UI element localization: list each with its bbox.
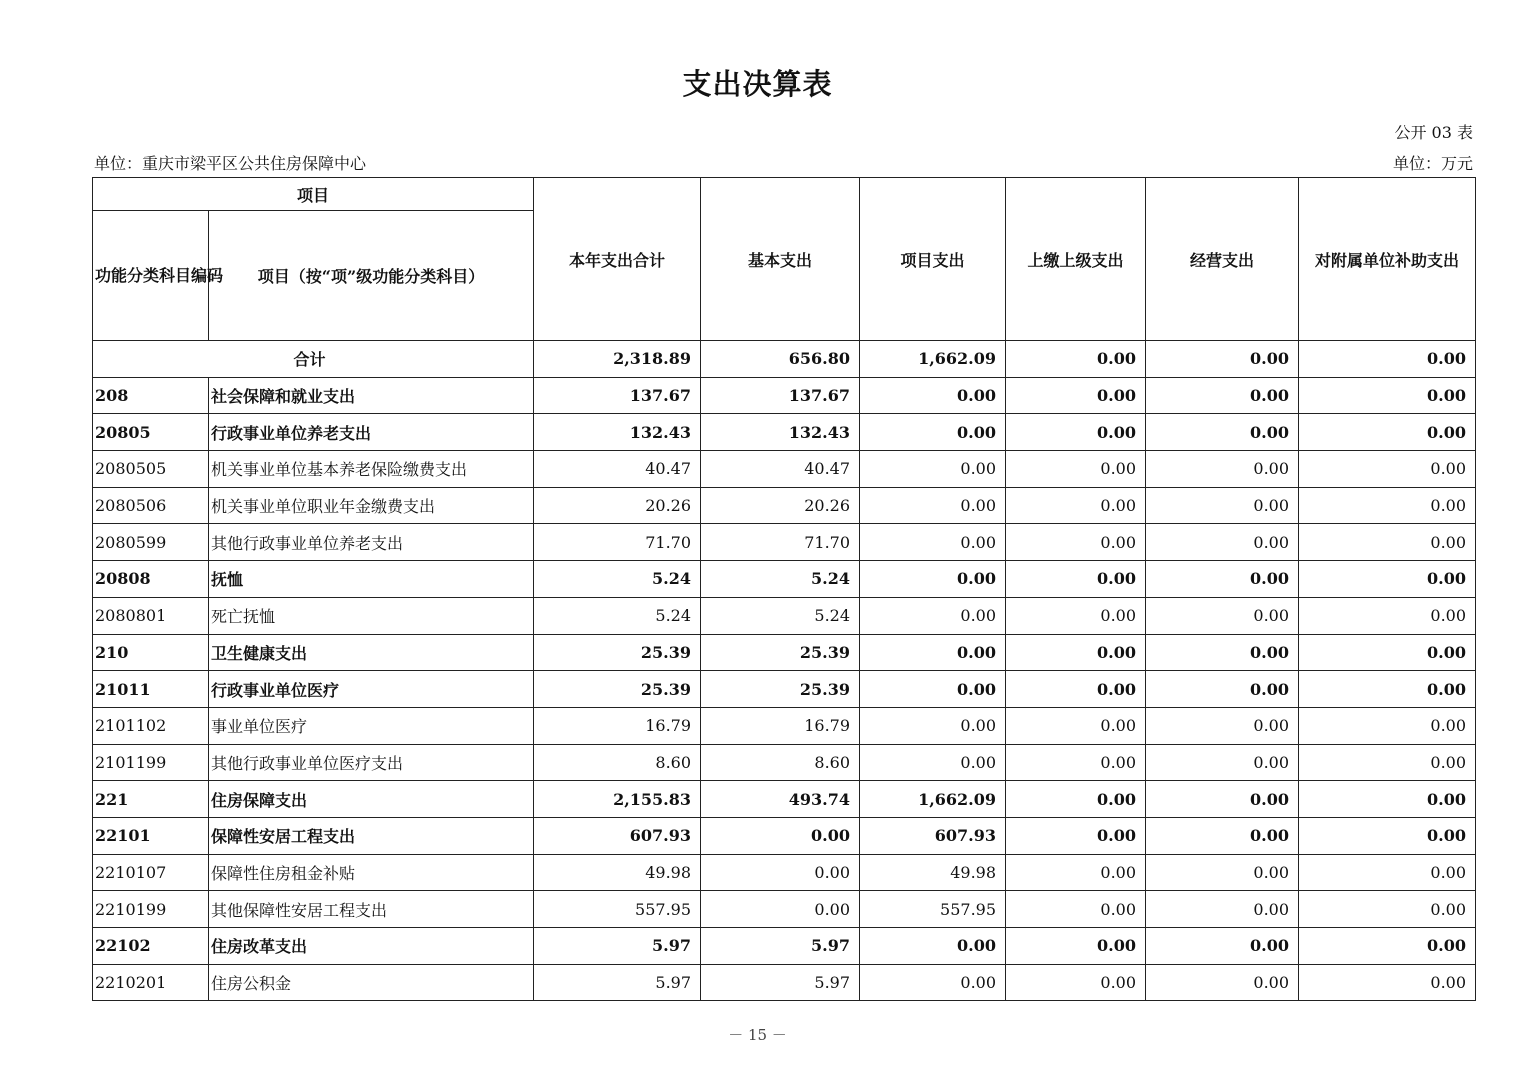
business-cell: 0.00 xyxy=(1146,524,1299,561)
business-cell: 0.00 xyxy=(1146,634,1299,671)
project-cell: 0.00 xyxy=(860,707,1006,744)
basic-cell: 5.24 xyxy=(701,561,860,598)
business-cell: 0.00 xyxy=(1146,671,1299,708)
name-cell: 死亡抚恤 xyxy=(209,597,534,634)
table-row xyxy=(93,634,1476,671)
table-row xyxy=(93,817,1476,854)
name-cell: 保障性安居工程支出 xyxy=(209,817,534,854)
subsidy-cell: 0.00 xyxy=(1299,928,1476,965)
expenditure-table xyxy=(92,177,1476,1001)
name-cell: 机关事业单位职业年金缴费支出 xyxy=(209,487,534,524)
total-cell: 2,155.83 xyxy=(534,781,701,818)
subsidy-cell: 0.00 xyxy=(1299,634,1476,671)
name-cell: 社会保障和就业支出 xyxy=(209,377,534,414)
total-cell: 16.79 xyxy=(534,707,701,744)
header-basic: 基本支出 xyxy=(701,178,860,341)
total-cell: 40.47 xyxy=(534,451,701,488)
header-code: 功能分类科目编码 xyxy=(93,211,209,341)
upper-cell: 0.00 xyxy=(1006,341,1146,378)
upper-cell: 0.00 xyxy=(1006,707,1146,744)
code-cell: 2210201 xyxy=(93,964,209,1001)
basic-cell: 0.00 xyxy=(701,817,860,854)
business-cell: 0.00 xyxy=(1146,781,1299,818)
basic-cell: 0.00 xyxy=(701,891,860,928)
business-cell: 0.00 xyxy=(1146,891,1299,928)
business-cell: 0.00 xyxy=(1146,451,1299,488)
total-cell: 132.43 xyxy=(534,414,701,451)
basic-cell: 0.00 xyxy=(701,854,860,891)
upper-cell: 0.00 xyxy=(1006,487,1146,524)
basic-cell: 25.39 xyxy=(701,634,860,671)
basic-cell: 8.60 xyxy=(701,744,860,781)
code-cell: 2080505 xyxy=(93,451,209,488)
basic-cell: 137.67 xyxy=(701,377,860,414)
total-cell: 25.39 xyxy=(534,634,701,671)
business-cell: 0.00 xyxy=(1146,817,1299,854)
name-cell: 机关事业单位基本养老保险缴费支出 xyxy=(209,451,534,488)
table-row xyxy=(93,377,1476,414)
code-cell: 2101102 xyxy=(93,707,209,744)
currency-unit-label: 单位：万元 xyxy=(1392,154,1473,173)
upper-cell: 0.00 xyxy=(1006,377,1146,414)
subsidy-cell: 0.00 xyxy=(1299,414,1476,451)
table-row xyxy=(93,891,1476,928)
subsidy-cell: 0.00 xyxy=(1299,964,1476,1001)
project-cell: 0.00 xyxy=(860,744,1006,781)
table-row xyxy=(93,487,1476,524)
total-cell: 49.98 xyxy=(534,854,701,891)
basic-cell: 16.79 xyxy=(701,707,860,744)
project-cell: 0.00 xyxy=(860,928,1006,965)
code-cell: 22102 xyxy=(93,928,209,965)
subsidy-cell: 0.00 xyxy=(1299,597,1476,634)
subsidy-cell: 0.00 xyxy=(1299,891,1476,928)
name-cell: 其他行政事业单位医疗支出 xyxy=(209,744,534,781)
business-cell: 0.00 xyxy=(1146,707,1299,744)
name-cell: 抚恤 xyxy=(209,561,534,598)
basic-cell: 656.80 xyxy=(701,341,860,378)
table-row xyxy=(93,744,1476,781)
business-cell: 0.00 xyxy=(1146,597,1299,634)
subsidy-cell: 0.00 xyxy=(1299,451,1476,488)
total-cell: 557.95 xyxy=(534,891,701,928)
table-row xyxy=(93,671,1476,708)
upper-cell: 0.00 xyxy=(1006,891,1146,928)
upper-cell: 0.00 xyxy=(1006,451,1146,488)
subsidy-cell: 0.00 xyxy=(1299,561,1476,598)
name-cell: 行政事业单位养老支出 xyxy=(209,414,534,451)
total-cell: 5.24 xyxy=(534,561,701,598)
table-row xyxy=(93,561,1476,598)
header-project-expense: 项目支出 xyxy=(860,178,1006,341)
code-cell: 210 xyxy=(93,634,209,671)
form-number: 公开 03 表 xyxy=(1394,123,1473,142)
basic-cell: 5.97 xyxy=(701,964,860,1001)
code-cell: 2101199 xyxy=(93,744,209,781)
code-cell: 2210199 xyxy=(93,891,209,928)
code-cell: 22101 xyxy=(93,817,209,854)
basic-cell: 40.47 xyxy=(701,451,860,488)
name-cell: 住房公积金 xyxy=(209,964,534,1001)
upper-cell: 0.00 xyxy=(1006,414,1146,451)
table-row xyxy=(93,597,1476,634)
table-row xyxy=(93,451,1476,488)
basic-cell: 5.97 xyxy=(701,928,860,965)
page-number: － 15 － xyxy=(728,1026,787,1044)
header-name: 项目（按“项”级功能分类科目） xyxy=(209,211,534,341)
table-row xyxy=(93,964,1476,1001)
upper-cell: 0.00 xyxy=(1006,817,1146,854)
header-project: 项目 xyxy=(93,178,534,211)
name-cell: 保障性住房租金补贴 xyxy=(209,854,534,891)
basic-cell: 132.43 xyxy=(701,414,860,451)
total-label: 合计 xyxy=(93,341,534,378)
subsidy-cell: 0.00 xyxy=(1299,707,1476,744)
project-cell: 0.00 xyxy=(860,964,1006,1001)
code-cell: 2080599 xyxy=(93,524,209,561)
upper-cell: 0.00 xyxy=(1006,561,1146,598)
upper-cell: 0.00 xyxy=(1006,524,1146,561)
table-row xyxy=(93,781,1476,818)
subsidy-cell: 0.00 xyxy=(1299,781,1476,818)
business-cell: 0.00 xyxy=(1146,964,1299,1001)
project-cell: 0.00 xyxy=(860,414,1006,451)
name-cell: 事业单位医疗 xyxy=(209,707,534,744)
upper-cell: 0.00 xyxy=(1006,634,1146,671)
name-cell: 行政事业单位医疗 xyxy=(209,671,534,708)
total-cell: 20.26 xyxy=(534,487,701,524)
project-cell: 0.00 xyxy=(860,451,1006,488)
header-upper: 上缴上级支出 xyxy=(1006,178,1146,341)
total-cell: 71.70 xyxy=(534,524,701,561)
total-cell: 5.97 xyxy=(534,928,701,965)
upper-cell: 0.00 xyxy=(1006,854,1146,891)
subsidy-cell: 0.00 xyxy=(1299,377,1476,414)
page-title: 支出决算表 xyxy=(682,67,833,101)
upper-cell: 0.00 xyxy=(1006,964,1146,1001)
project-cell: 0.00 xyxy=(860,524,1006,561)
business-cell: 0.00 xyxy=(1146,561,1299,598)
header-subsidy: 对附属单位补助支出 xyxy=(1299,178,1476,341)
business-cell: 0.00 xyxy=(1146,414,1299,451)
total-cell: 25.39 xyxy=(534,671,701,708)
name-cell: 其他行政事业单位养老支出 xyxy=(209,524,534,561)
total-cell: 2,318.89 xyxy=(534,341,701,378)
name-cell: 住房改革支出 xyxy=(209,928,534,965)
code-cell: 221 xyxy=(93,781,209,818)
unit-label: 单位：重庆市梁平区公共住房保障中心 xyxy=(94,154,367,173)
total-cell: 5.24 xyxy=(534,597,701,634)
project-cell: 557.95 xyxy=(860,891,1006,928)
basic-cell: 5.24 xyxy=(701,597,860,634)
project-cell: 1,662.09 xyxy=(860,341,1006,378)
table-row xyxy=(93,414,1476,451)
basic-cell: 71.70 xyxy=(701,524,860,561)
project-cell: 0.00 xyxy=(860,377,1006,414)
subsidy-cell: 0.00 xyxy=(1299,817,1476,854)
code-cell: 2210107 xyxy=(93,854,209,891)
business-cell: 0.00 xyxy=(1146,487,1299,524)
code-cell: 20808 xyxy=(93,561,209,598)
project-cell: 1,662.09 xyxy=(860,781,1006,818)
project-cell: 0.00 xyxy=(860,487,1006,524)
subsidy-cell: 0.00 xyxy=(1299,524,1476,561)
business-cell: 0.00 xyxy=(1146,341,1299,378)
code-cell: 20805 xyxy=(93,414,209,451)
subsidy-cell: 0.00 xyxy=(1299,341,1476,378)
total-cell: 5.97 xyxy=(534,964,701,1001)
name-cell: 住房保障支出 xyxy=(209,781,534,818)
table-row xyxy=(93,928,1476,965)
project-cell: 0.00 xyxy=(860,597,1006,634)
subsidy-cell: 0.00 xyxy=(1299,744,1476,781)
name-cell: 其他保障性安居工程支出 xyxy=(209,891,534,928)
total-cell: 137.67 xyxy=(534,377,701,414)
code-cell: 21011 xyxy=(93,671,209,708)
subsidy-cell: 0.00 xyxy=(1299,854,1476,891)
table-row xyxy=(93,854,1476,891)
header-total: 本年支出合计 xyxy=(534,178,701,341)
upper-cell: 0.00 xyxy=(1006,928,1146,965)
table-row xyxy=(93,707,1476,744)
upper-cell: 0.00 xyxy=(1006,744,1146,781)
upper-cell: 0.00 xyxy=(1006,671,1146,708)
project-cell: 49.98 xyxy=(860,854,1006,891)
code-cell: 2080801 xyxy=(93,597,209,634)
business-cell: 0.00 xyxy=(1146,744,1299,781)
project-cell: 0.00 xyxy=(860,634,1006,671)
business-cell: 0.00 xyxy=(1146,854,1299,891)
code-cell: 208 xyxy=(93,377,209,414)
basic-cell: 20.26 xyxy=(701,487,860,524)
subsidy-cell: 0.00 xyxy=(1299,487,1476,524)
total-cell: 8.60 xyxy=(534,744,701,781)
total-row xyxy=(93,341,1476,378)
name-cell: 卫生健康支出 xyxy=(209,634,534,671)
project-cell: 607.93 xyxy=(860,817,1006,854)
basic-cell: 25.39 xyxy=(701,671,860,708)
project-cell: 0.00 xyxy=(860,561,1006,598)
header-business: 经营支出 xyxy=(1146,178,1299,341)
business-cell: 0.00 xyxy=(1146,377,1299,414)
upper-cell: 0.00 xyxy=(1006,781,1146,818)
subsidy-cell: 0.00 xyxy=(1299,671,1476,708)
upper-cell: 0.00 xyxy=(1006,597,1146,634)
business-cell: 0.00 xyxy=(1146,928,1299,965)
code-cell: 2080506 xyxy=(93,487,209,524)
total-cell: 607.93 xyxy=(534,817,701,854)
table-row xyxy=(93,524,1476,561)
basic-cell: 493.74 xyxy=(701,781,860,818)
project-cell: 0.00 xyxy=(860,671,1006,708)
